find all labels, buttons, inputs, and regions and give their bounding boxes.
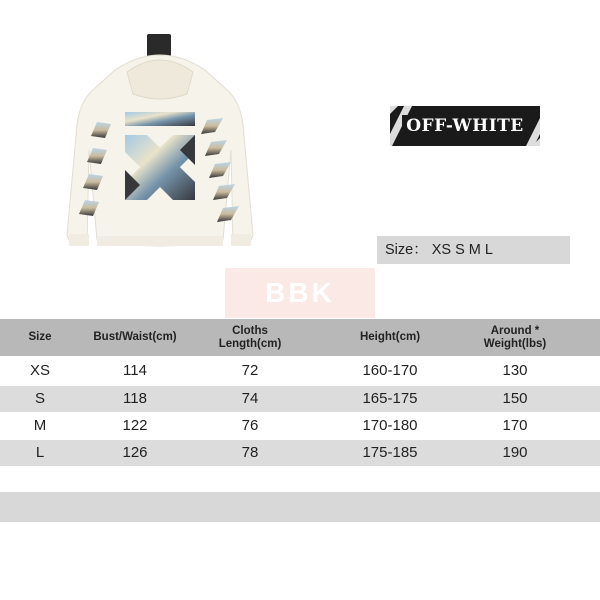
header-size: Size — [28, 331, 52, 343]
table-row — [0, 358, 600, 384]
cell-bust-waist: 114 — [123, 362, 147, 379]
cell-size: XS — [29, 362, 50, 379]
cell-length: 74 — [241, 390, 259, 407]
size-table-header — [0, 319, 600, 356]
table-footer-bar — [0, 492, 600, 522]
logo-text: OFF-WHITE — [406, 116, 524, 136]
cell-weight: 190 — [502, 444, 528, 461]
table-row — [0, 440, 600, 466]
cell-weight: 150 — [502, 390, 528, 407]
cell-height: 160-170 — [362, 362, 418, 379]
size-label: Size： — [385, 242, 428, 259]
header-height: Height(cm) — [359, 331, 421, 343]
cell-size: L — [35, 444, 45, 461]
off-white-logo — [390, 106, 540, 146]
cell-weight: 130 — [502, 362, 528, 379]
cell-height: 170-180 — [362, 417, 418, 434]
header-cloths-length: Cloths Length(cm) — [218, 324, 282, 350]
size-values: XS S M L — [431, 242, 493, 259]
hoodie-product-image — [55, 30, 265, 260]
cell-bust-waist: 118 — [123, 390, 147, 407]
cell-length: 76 — [241, 417, 259, 434]
cell-height: 165-175 — [362, 390, 418, 407]
available-sizes-box — [377, 236, 570, 264]
cell-height: 175-185 — [362, 444, 418, 461]
cell-weight: 170 — [502, 417, 528, 434]
watermark: BBK — [225, 268, 375, 318]
header-bust-waist: Bust/Waist(cm) — [93, 331, 177, 343]
cell-length: 78 — [241, 444, 259, 461]
cell-bust-waist: 126 — [122, 444, 148, 461]
cell-size: S — [34, 390, 45, 407]
table-row — [0, 413, 600, 439]
table-row — [0, 386, 600, 412]
cell-length: 72 — [241, 362, 259, 379]
cell-bust-waist: 122 — [122, 417, 148, 434]
header-weight: Around * Weight(lbs) — [483, 324, 547, 350]
cell-size: M — [33, 417, 47, 434]
